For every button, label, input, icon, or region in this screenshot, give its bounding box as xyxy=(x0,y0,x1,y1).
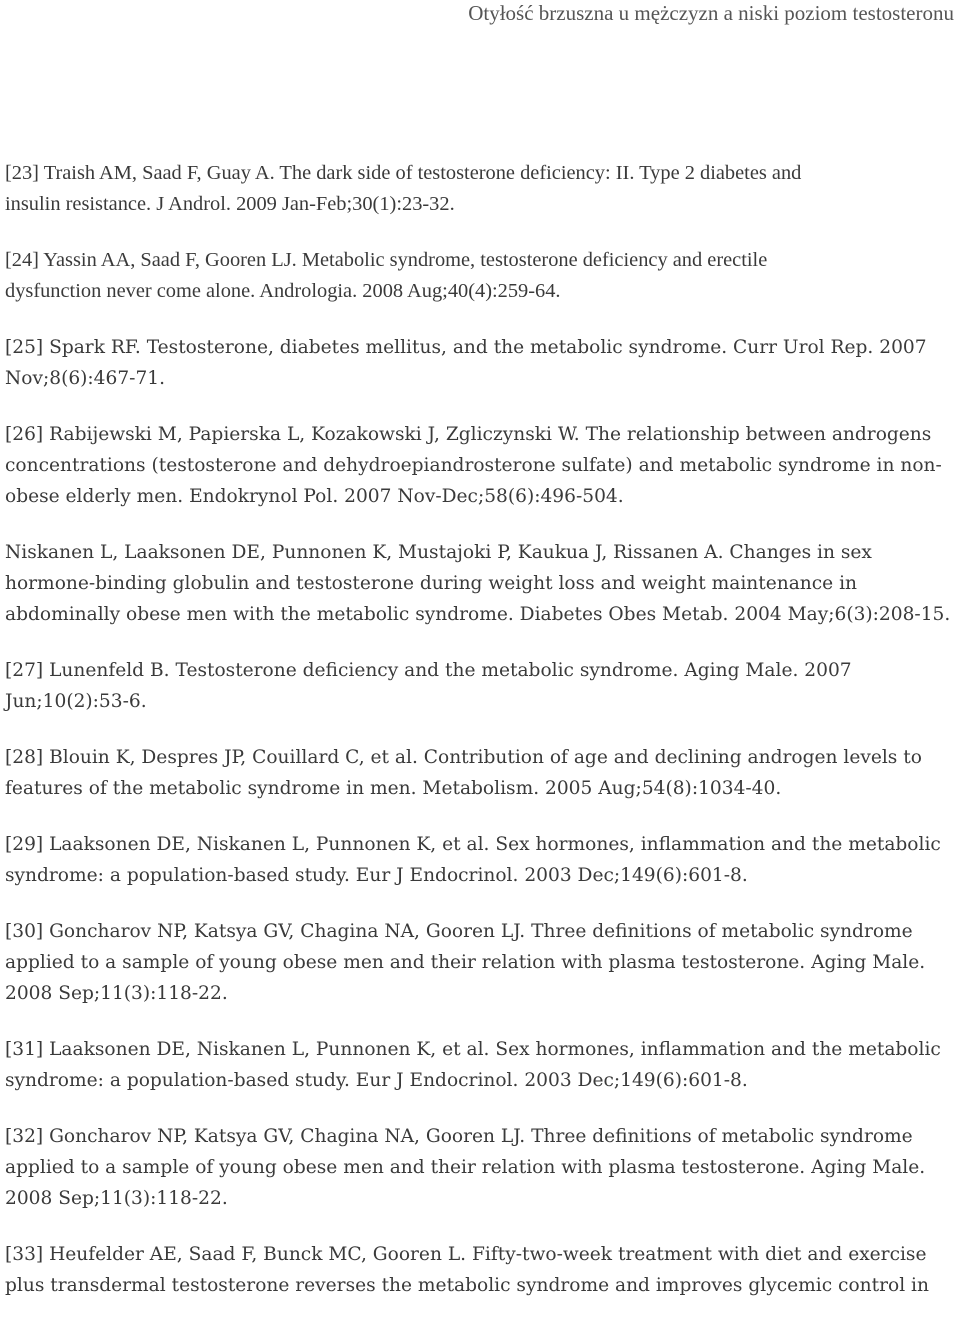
reference-line: [29] Laaksonen DE, Niskanen L, Punnonen K, et al. Sex hormones, inflammation and the metabolic xyxy=(5,834,941,855)
reference-item xyxy=(5,1034,957,1096)
reference-line: [25] Spark RF. Testosterone, diabetes mellitus, and the metabolic syndrome. Curr Urol Rep. 2007 xyxy=(5,337,927,358)
reference-line: syndrome: a population-based study. Eur J Endocrinol. 2003 Dec;149(6):601-8. xyxy=(5,865,748,886)
reference-item xyxy=(5,1239,957,1301)
reference-line: [33] Heufelder AE, Saad F, Bunck MC, Gooren L. Fifty-two-week treatment with diet and exercise xyxy=(5,1244,927,1265)
reference-item xyxy=(5,245,957,307)
reference-line: applied to a sample of young obese men and their relation with plasma testosterone. Aging Male. xyxy=(5,1157,926,1178)
reference-line: [32] Goncharov NP, Katsya GV, Chagina NA, Gooren LJ. Three definitions of metabolic syndrome xyxy=(5,1126,913,1147)
reference-line: abdominally obese men with the metabolic syndrome. Diabetes Obes Metab. 2004 May;6(3):208-15. xyxy=(5,604,951,625)
reference-line: Niskanen L, Laaksonen DE, Punnonen K, Mustajoki P, Kaukua J, Rissanen A. Changes in sex xyxy=(5,542,872,563)
reference-line: Jun;10(2):53-6. xyxy=(5,691,147,712)
reference-item xyxy=(5,419,957,512)
reference-line: applied to a sample of young obese men and their relation with plasma testosterone. Aging Male. xyxy=(5,952,926,973)
reference-item xyxy=(5,158,957,220)
reference-line: [24] Yassin AA, Saad F, Gooren LJ. Metabolic syndrome, testosterone deficiency and erectile xyxy=(5,249,768,271)
reference-line: plus transdermal testosterone reverses the metabolic syndrome and improves glycemic control in xyxy=(5,1275,929,1296)
reference-line: Nov;8(6):467-71. xyxy=(5,368,166,389)
reference-line: syndrome: a population-based study. Eur J Endocrinol. 2003 Dec;149(6):601-8. xyxy=(5,1070,748,1091)
reference-item xyxy=(5,332,957,394)
reference-item xyxy=(5,655,957,717)
reference-line: features of the metabolic syndrome in men. Metabolism. 2005 Aug;54(8):1034-40. xyxy=(5,778,782,799)
reference-line: [26] Rabijewski M, Papierska L, Kozakowski J, Zgliczynski W. The relationship between androgens xyxy=(5,424,932,445)
reference-line: hormone-binding globulin and testosterone during weight loss and weight maintenance in xyxy=(5,573,858,594)
reference-item xyxy=(5,742,957,804)
reference-line: concentrations (testosterone and dehydroepiandrosterone sulfate) and metabolic syndrome in non- xyxy=(5,455,942,476)
reference-line: [23] Traish AM, Saad F, Guay A. The dark side of testosterone deficiency: II. Type 2 diabetes and xyxy=(5,162,802,184)
reference-line: [31] Laaksonen DE, Niskanen L, Punnonen K, et al. Sex hormones, inflammation and the metabolic xyxy=(5,1039,941,1060)
reference-line: dysfunction never come alone. Andrologia. 2008 Aug;40(4):259-64. xyxy=(5,280,561,302)
reference-line: [27] Lunenfeld B. Testosterone deficiency and the metabolic syndrome. Aging Male. 2007 xyxy=(5,660,852,681)
reference-line: insulin resistance. J Androl. 2009 Jan-Feb;30(1):23-32. xyxy=(5,193,455,215)
reference-line: obese elderly men. Endokrynol Pol. 2007 Nov-Dec;58(6):496-504. xyxy=(5,486,624,507)
reference-line: [30] Goncharov NP, Katsya GV, Chagina NA, Gooren LJ. Three definitions of metabolic syndrome xyxy=(5,921,913,942)
reference-item xyxy=(5,537,957,630)
reference-item xyxy=(5,916,957,1009)
reference-item xyxy=(5,829,957,891)
page-header-title: Otyłość brzuszna u mężczyzn a niski poziom testosteronu xyxy=(468,1,954,25)
reference-line: 2008 Sep;11(3):118-22. xyxy=(5,1188,228,1209)
reference-item xyxy=(5,1121,957,1214)
reference-line: [28] Blouin K, Despres JP, Couillard C, et al. Contribution of age and declining androgen levels to xyxy=(5,747,922,768)
reference-list xyxy=(5,158,957,1326)
reference-line: 2008 Sep;11(3):118-22. xyxy=(5,983,228,1004)
